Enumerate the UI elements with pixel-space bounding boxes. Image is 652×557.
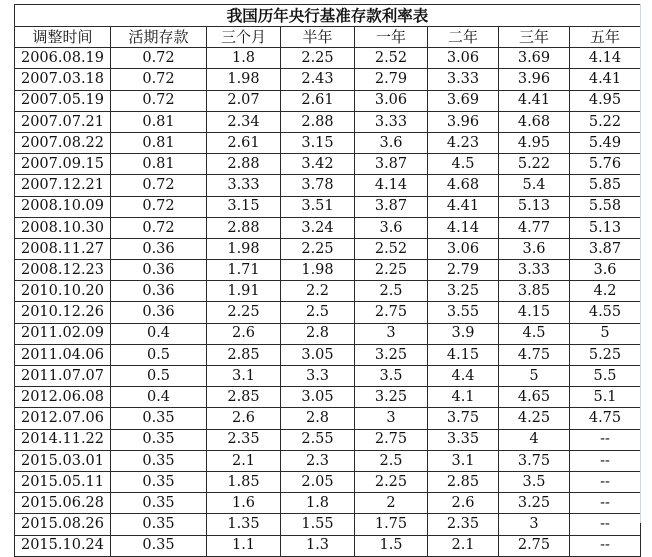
rate-cell: 2.5 — [355, 281, 428, 302]
table-row — [15, 302, 641, 323]
table-row — [15, 366, 641, 387]
rate-cell: 4.41 — [570, 69, 641, 90]
rate-cell: 3.42 — [281, 154, 355, 175]
rate-cell: 5.85 — [570, 175, 641, 196]
rate-cell: 1.3 — [281, 535, 355, 556]
rate-cell: 1.5 — [355, 535, 428, 556]
rate-cell: 3.75 — [499, 450, 570, 471]
rate-cell: 2.25 — [281, 48, 355, 69]
rate-cell: 0.4 — [111, 387, 207, 408]
table-row — [15, 175, 641, 196]
rate-cell: 0.72 — [111, 90, 207, 111]
rate-cell: 2.6 — [207, 323, 281, 344]
rate-cell: 2.75 — [355, 429, 428, 450]
table-row — [15, 493, 641, 514]
date-cell: 2015.03.01 — [15, 450, 111, 471]
rate-cell: 2.88 — [207, 154, 281, 175]
rate-cell: 1.8 — [281, 493, 355, 514]
rate-cell: 5.22 — [570, 111, 641, 132]
rate-cell: 3.35 — [428, 429, 499, 450]
table-body — [15, 48, 641, 557]
rate-cell: 2.52 — [355, 238, 428, 259]
header-2-years: 二年 — [428, 27, 499, 48]
header-3-months: 三个月 — [207, 27, 281, 48]
date-cell: 2011.07.07 — [15, 366, 111, 387]
rate-cell: 0.36 — [111, 302, 207, 323]
rate-cell: 2.34 — [207, 111, 281, 132]
rate-cell: -- — [570, 514, 641, 535]
date-cell: 2011.04.06 — [15, 344, 111, 365]
date-cell: 2007.08.22 — [15, 132, 111, 153]
rate-cell: 5.1 — [570, 387, 641, 408]
rate-cell: 0.36 — [111, 281, 207, 302]
rate-cell: 4.95 — [499, 132, 570, 153]
rate-cell: 1.6 — [207, 493, 281, 514]
rate-cell: 4.41 — [499, 90, 570, 111]
rate-cell: 2.8 — [281, 408, 355, 429]
table-row — [15, 535, 641, 556]
date-cell: 2011.02.09 — [15, 323, 111, 344]
rate-cell: 1.71 — [207, 260, 281, 281]
rate-cell: 3 — [355, 408, 428, 429]
date-cell: 2015.08.26 — [15, 514, 111, 535]
table-row — [15, 387, 641, 408]
rate-cell: 0.72 — [111, 175, 207, 196]
deposit-rate-table — [14, 4, 641, 557]
rate-cell: 0.5 — [111, 344, 207, 365]
table-row — [15, 344, 641, 365]
rate-cell: 3.06 — [355, 90, 428, 111]
rate-cell: 3.05 — [281, 387, 355, 408]
rate-cell: 5.22 — [499, 154, 570, 175]
rate-cell: 2.5 — [355, 450, 428, 471]
rate-cell: 1.85 — [207, 471, 281, 492]
rate-cell: 1.35 — [207, 514, 281, 535]
rate-cell: 3.85 — [499, 281, 570, 302]
rate-cell: 2.1 — [428, 535, 499, 556]
rate-cell: 4 — [499, 429, 570, 450]
rate-cell: 3.25 — [499, 493, 570, 514]
table-row — [15, 429, 641, 450]
date-cell: 2007.03.18 — [15, 69, 111, 90]
rate-cell: 3.05 — [281, 344, 355, 365]
rate-cell: 2.05 — [281, 471, 355, 492]
table-row — [15, 323, 641, 344]
rate-cell: -- — [570, 471, 641, 492]
rate-cell: 5.58 — [570, 196, 641, 217]
rate-cell: 2.5 — [281, 302, 355, 323]
rate-cell: 0.35 — [111, 429, 207, 450]
rate-cell: 2.88 — [281, 111, 355, 132]
rate-cell: 4.14 — [570, 48, 641, 69]
rate-cell: 3.33 — [355, 111, 428, 132]
rate-cell: 3.87 — [570, 238, 641, 259]
rate-cell: 2.35 — [428, 514, 499, 535]
rate-cell: 3.15 — [281, 132, 355, 153]
rate-cell: 4.1 — [428, 387, 499, 408]
table-row — [15, 90, 641, 111]
rate-cell: 2.52 — [355, 48, 428, 69]
rate-cell: 4.77 — [499, 217, 570, 238]
rate-cell: 3.1 — [207, 366, 281, 387]
rate-cell: 3.6 — [570, 260, 641, 281]
rate-cell: 0.35 — [111, 493, 207, 514]
rate-cell: 0.36 — [111, 238, 207, 259]
rate-cell: 3.06 — [428, 48, 499, 69]
rate-cell: 2.85 — [428, 471, 499, 492]
rate-cell: 2.25 — [207, 302, 281, 323]
table-row — [15, 238, 641, 259]
rate-cell: 3.69 — [499, 48, 570, 69]
rate-cell: 4.14 — [428, 217, 499, 238]
table-row — [15, 132, 641, 153]
rate-cell: 1.91 — [207, 281, 281, 302]
date-cell: 2007.07.21 — [15, 111, 111, 132]
rate-cell: 1.98 — [207, 238, 281, 259]
rate-cell: 3.25 — [355, 387, 428, 408]
rate-cell: 4.68 — [428, 175, 499, 196]
rate-cell: 0.4 — [111, 323, 207, 344]
rate-cell: 4.5 — [499, 323, 570, 344]
rate-cell: 3.6 — [499, 238, 570, 259]
rate-cell: 0.35 — [111, 471, 207, 492]
table-row — [15, 450, 641, 471]
rate-cell: 1.75 — [355, 514, 428, 535]
rate-cell: 1.8 — [207, 48, 281, 69]
rate-cell: 2.6 — [428, 493, 499, 514]
date-cell: 2008.10.30 — [15, 217, 111, 238]
date-cell: 2008.11.27 — [15, 238, 111, 259]
rate-cell: 4.55 — [570, 302, 641, 323]
rate-cell: 4.5 — [428, 154, 499, 175]
rate-cell: 3.51 — [281, 196, 355, 217]
rate-cell: 1.55 — [281, 514, 355, 535]
rate-cell: 3.9 — [428, 323, 499, 344]
table-row — [15, 111, 641, 132]
rate-cell: 2.79 — [355, 69, 428, 90]
rate-cell: 2.6 — [207, 408, 281, 429]
rate-cell: 2.25 — [355, 471, 428, 492]
rate-cell: 0.5 — [111, 366, 207, 387]
rate-cell: 3.33 — [207, 175, 281, 196]
rate-cell: 3.96 — [499, 69, 570, 90]
rate-cell: 1.98 — [281, 260, 355, 281]
header-demand-deposit: 活期存款 — [111, 27, 207, 48]
rate-cell: 2.61 — [207, 132, 281, 153]
header-row — [15, 27, 641, 48]
date-cell: 2007.05.19 — [15, 90, 111, 111]
rate-cell: 3.6 — [355, 217, 428, 238]
rate-cell: 1.1 — [207, 535, 281, 556]
date-cell: 2006.08.19 — [15, 48, 111, 69]
date-cell: 2012.06.08 — [15, 387, 111, 408]
rate-cell: 0.35 — [111, 408, 207, 429]
table-row — [15, 196, 641, 217]
rate-cell: 3.15 — [207, 196, 281, 217]
rate-cell: -- — [570, 493, 641, 514]
rate-cell: 2.85 — [207, 344, 281, 365]
rate-cell: 3.5 — [499, 471, 570, 492]
rate-cell: 5 — [570, 323, 641, 344]
rate-cell: 0.72 — [111, 48, 207, 69]
rate-cell: 3.3 — [281, 366, 355, 387]
rate-cell: 4.65 — [499, 387, 570, 408]
rate-cell: 0.72 — [111, 217, 207, 238]
date-cell: 2015.10.24 — [15, 535, 111, 556]
rate-cell: 4.68 — [499, 111, 570, 132]
rate-cell: 3.75 — [428, 408, 499, 429]
column-gridline — [640, 4, 652, 523]
rate-cell: -- — [570, 429, 641, 450]
rate-cell: 4.15 — [428, 344, 499, 365]
table-row — [15, 69, 641, 90]
rate-cell: 4.41 — [428, 196, 499, 217]
date-cell: 2015.05.11 — [15, 471, 111, 492]
rate-cell: 3.87 — [355, 196, 428, 217]
rate-cell: 5.4 — [499, 175, 570, 196]
rate-cell: 3.33 — [499, 260, 570, 281]
rate-cell: 0.35 — [111, 514, 207, 535]
rate-cell: 2.75 — [499, 535, 570, 556]
header-5-years: 五年 — [570, 27, 641, 48]
header-3-years: 三年 — [499, 27, 570, 48]
date-cell: 2010.12.26 — [15, 302, 111, 323]
rate-cell: 0.36 — [111, 260, 207, 281]
rate-cell: 2.3 — [281, 450, 355, 471]
rate-cell: 4.75 — [570, 408, 641, 429]
rate-cell: 5.25 — [570, 344, 641, 365]
table-title: 我国历年央行基准存款利率表 — [14, 4, 641, 26]
rate-cell: 4.2 — [570, 281, 641, 302]
rate-cell: 5.49 — [570, 132, 641, 153]
rate-cell: 3.78 — [281, 175, 355, 196]
rate-cell: 2.07 — [207, 90, 281, 111]
date-cell: 2008.10.09 — [15, 196, 111, 217]
rate-cell: -- — [570, 450, 641, 471]
rate-cell: 3.24 — [281, 217, 355, 238]
rate-cell: 3 — [499, 514, 570, 535]
rate-cell: 3.06 — [428, 238, 499, 259]
date-cell: 2014.11.22 — [15, 429, 111, 450]
rate-cell: -- — [570, 535, 641, 556]
table-row — [15, 281, 641, 302]
rate-cell: 2.35 — [207, 429, 281, 450]
rate-cell: 5.13 — [499, 196, 570, 217]
rate-cell: 4.14 — [355, 175, 428, 196]
rate-cell: 4.25 — [499, 408, 570, 429]
rate-cell: 3 — [355, 323, 428, 344]
rate-cell: 5.76 — [570, 154, 641, 175]
rate-cell: 2.61 — [281, 90, 355, 111]
table-row — [15, 514, 641, 535]
rate-cell: 0.81 — [111, 111, 207, 132]
date-cell: 2007.12.21 — [15, 175, 111, 196]
rate-cell: 3.55 — [428, 302, 499, 323]
rate-cell: 2.88 — [207, 217, 281, 238]
rate-cell: 0.81 — [111, 154, 207, 175]
header-1-year: 一年 — [355, 27, 428, 48]
date-cell: 2008.12.23 — [15, 260, 111, 281]
rate-cell: 5.13 — [570, 217, 641, 238]
table-row — [15, 48, 641, 69]
rate-cell: 2.2 — [281, 281, 355, 302]
rate-cell: 2.79 — [428, 260, 499, 281]
rate-cell: 4.23 — [428, 132, 499, 153]
table-row — [15, 217, 641, 238]
rate-cell: 0.72 — [111, 196, 207, 217]
table-row — [15, 154, 641, 175]
rate-cell: 3.96 — [428, 111, 499, 132]
rate-cell: 0.35 — [111, 535, 207, 556]
rate-cell: 3.25 — [355, 344, 428, 365]
date-cell: 2012.07.06 — [15, 408, 111, 429]
rate-cell: 0.72 — [111, 69, 207, 90]
rate-cell: 2.85 — [207, 387, 281, 408]
rate-cell: 0.81 — [111, 132, 207, 153]
rate-cell: 2.1 — [207, 450, 281, 471]
rate-cell: 3.69 — [428, 90, 499, 111]
rate-cell: 3.5 — [355, 366, 428, 387]
rate-cell: 2 — [355, 493, 428, 514]
rate-cell: 2.55 — [281, 429, 355, 450]
table-row — [15, 471, 641, 492]
rate-cell: 2.43 — [281, 69, 355, 90]
rate-cell: 2.75 — [355, 302, 428, 323]
rate-cell: 3.33 — [428, 69, 499, 90]
rate-cell: 4.15 — [499, 302, 570, 323]
table-row — [15, 408, 641, 429]
date-cell: 2007.09.15 — [15, 154, 111, 175]
header-adjust-date: 调整时间 — [15, 27, 111, 48]
rate-cell: 5.5 — [570, 366, 641, 387]
rate-cell: 2.25 — [355, 260, 428, 281]
rate-cell: 3.1 — [428, 450, 499, 471]
rate-cell: 4.75 — [499, 344, 570, 365]
header-6-months: 半年 — [281, 27, 355, 48]
date-cell: 2010.10.20 — [15, 281, 111, 302]
rate-cell: 5 — [499, 366, 570, 387]
rate-cell: 2.25 — [281, 238, 355, 259]
rate-cell: 3.6 — [355, 132, 428, 153]
rate-cell: 4.4 — [428, 366, 499, 387]
table-row — [15, 260, 641, 281]
rate-cell: 4.95 — [570, 90, 641, 111]
rate-cell: 2.8 — [281, 323, 355, 344]
rate-cell: 1.98 — [207, 69, 281, 90]
table-header — [15, 27, 641, 48]
date-cell: 2015.06.28 — [15, 493, 111, 514]
rate-cell: 3.87 — [355, 154, 428, 175]
rate-cell: 0.35 — [111, 450, 207, 471]
rate-cell: 3.25 — [428, 281, 499, 302]
